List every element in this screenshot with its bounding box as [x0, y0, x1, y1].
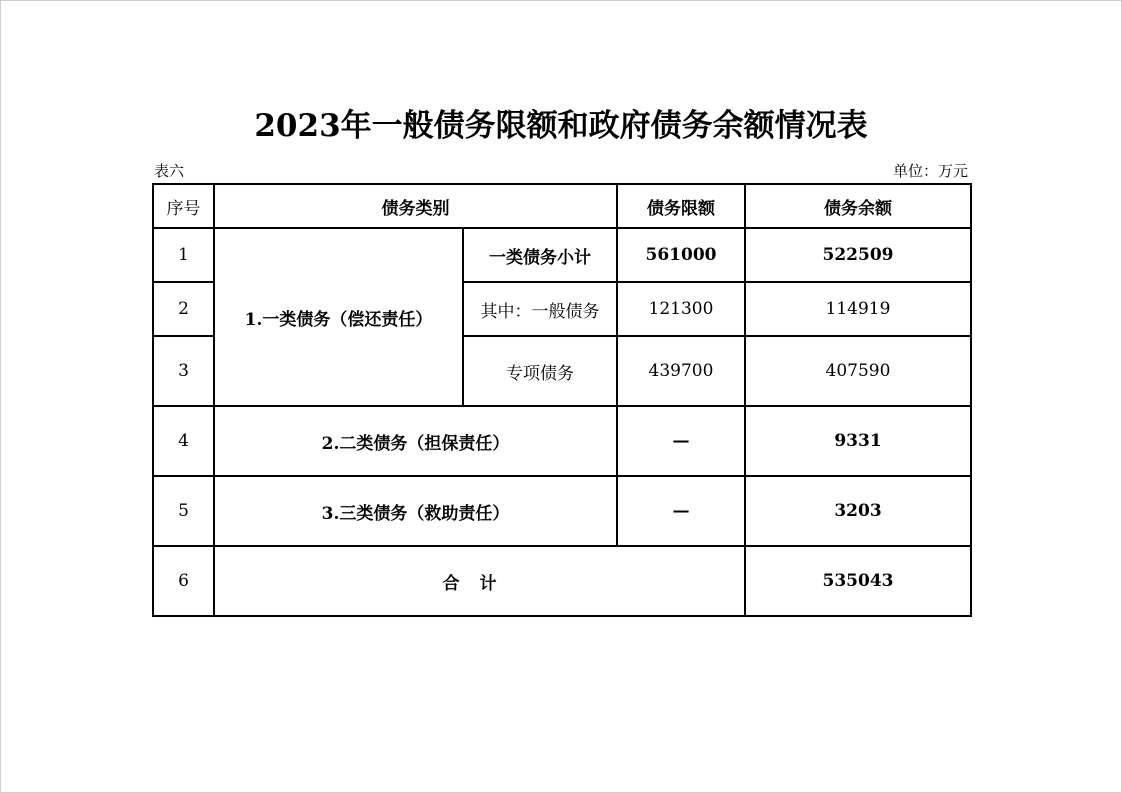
total-balance-cell: 535043: [745, 546, 971, 616]
category-cell: 3.三类债务（救助责任）: [214, 476, 617, 546]
limit-cell: —: [617, 476, 745, 546]
table-row-total: [153, 546, 971, 616]
subcategory-cell: 专项债务: [463, 336, 617, 406]
balance-cell: 407590: [745, 336, 971, 406]
limit-cell: 561000: [617, 228, 745, 282]
header-limit: 债务限额: [617, 184, 745, 228]
row-index: 6: [153, 546, 214, 616]
total-label-cell: 合计: [214, 546, 745, 616]
table-label: 表六: [154, 162, 185, 180]
header-category: 债务类别: [214, 184, 617, 228]
table-row: [153, 228, 971, 282]
debt-table: [152, 183, 972, 617]
balance-cell: 3203: [745, 476, 971, 546]
table-row: [153, 476, 971, 546]
limit-cell: 439700: [617, 336, 745, 406]
balance-cell: 9331: [745, 406, 971, 476]
row-index: 2: [153, 282, 214, 336]
header-balance: 债务余额: [745, 184, 971, 228]
row-index: 3: [153, 336, 214, 406]
row-index: 4: [153, 406, 214, 476]
row-index: 1: [153, 228, 214, 282]
unit-label: 单位：万元: [892, 162, 968, 180]
page-title: 2023年一般债务限额和政府债务余额情况表: [254, 108, 868, 144]
subcategory-cell: 其中：一般债务: [463, 282, 617, 336]
limit-cell: —: [617, 406, 745, 476]
row-index: 5: [153, 476, 214, 546]
limit-cell: 121300: [617, 282, 745, 336]
subcategory-cell: 一类债务小计: [463, 228, 617, 282]
header-index: 序号: [153, 184, 214, 228]
table-row: [153, 406, 971, 476]
balance-cell: 522509: [745, 228, 971, 282]
table-header-row: [153, 184, 971, 228]
category-cell: 2.二类债务（担保责任）: [214, 406, 617, 476]
group-category-cell: 1.一类债务（偿还责任）: [214, 228, 463, 406]
balance-cell: 114919: [745, 282, 971, 336]
